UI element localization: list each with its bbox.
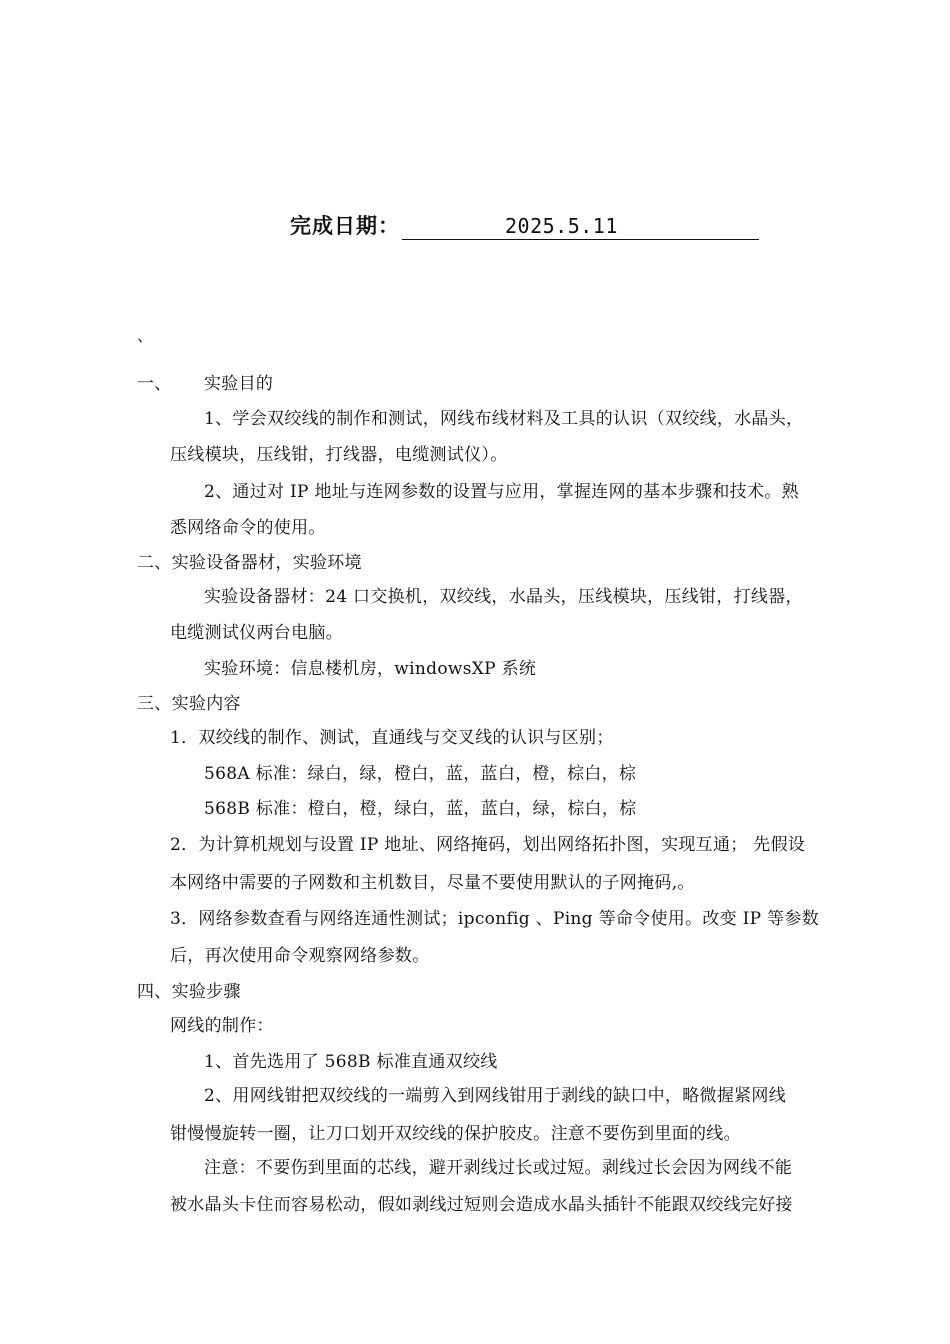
section-heading: 三、实验内容 [137,694,241,714]
paragraph-line: 2、用网线钳把双绞线的一端剪入到网线钳用于剥线的缺口中，略微握紧网线 [204,1086,787,1106]
date-label: 完成日期： [290,214,400,238]
paragraph-line: 实验设备器材：24 口交换机，双绞线，水晶头，压线模块，压线钳，打线器， [204,587,803,607]
paragraph-line: 钳慢慢旋转一圈，让刀口划开双绞线的保护胶皮。注意不要伤到里面的线。 [170,1124,741,1144]
paragraph-line: 后，再次使用命令观察网络参数。 [170,946,430,966]
section-heading: 四、实验步骤 [137,982,241,1002]
paragraph-line: 被水晶头卡住而容易松动，假如剥线过短则会造成水晶头插针不能跟双绞线完好接 [170,1195,793,1215]
paragraph-line: 3．网络参数查看与网络连通性测试；ipconfig 、Ping 等命令使用。改变 IP 等参数 [170,909,820,929]
date-value: 2025.5.11 [402,212,759,240]
paragraph-line: 568B 标准：橙白，橙，绿白，蓝，蓝白，绿，棕白，棕 [204,799,637,819]
paragraph-line: 注意：不要伤到里面的芯线，避开剥线过长或过短。剥线过长会因为网线不能 [204,1158,793,1178]
paragraph-line: 本网络中需要的子网数和主机数目，尽量不要使用默认的子网掩码,。 [170,873,695,893]
paragraph-line: 1、学会双绞线的制作和测试，网线布线材料及工具的认识（双绞线，水晶头， [204,409,804,429]
section-heading: 实验目的 [204,374,274,394]
section-heading: 二、实验设备器材，实验环境 [137,553,362,573]
completion-date [290,206,759,240]
paragraph-line: 压线模块，压线钳，打线器，电缆测试仪）。 [170,445,508,465]
paragraph-line: 悉网络命令的使用。 [170,518,326,538]
stray-mark: 、 [137,326,154,345]
paragraph-line: 568A 标准：绿白，绿，橙白，蓝，蓝白，橙，棕白，棕 [204,764,637,784]
paragraph-line: 1．双绞线的制作、测试，直通线与交叉线的认识与区别； [170,728,614,748]
paragraph-line: 网线的制作： [170,1016,274,1036]
paragraph-line: 电缆测试仪两台电脑。 [170,623,343,643]
section-number: 一、 [137,374,172,394]
paragraph-line: 2、通过对 IP 地址与连网参数的设置与应用，掌握连网的基本步骤和技术。熟 [204,482,799,502]
paragraph-line: 2．为计算机规划与设置 IP 地址、网络掩码，划出网络拓扑图，实现互通； 先假设 [170,835,806,855]
paragraph-line: 1、首先选用了 568B 标准直通双绞线 [204,1052,498,1072]
paragraph-line: 实验环境：信息楼机房，windowsXP 系统 [204,659,537,679]
